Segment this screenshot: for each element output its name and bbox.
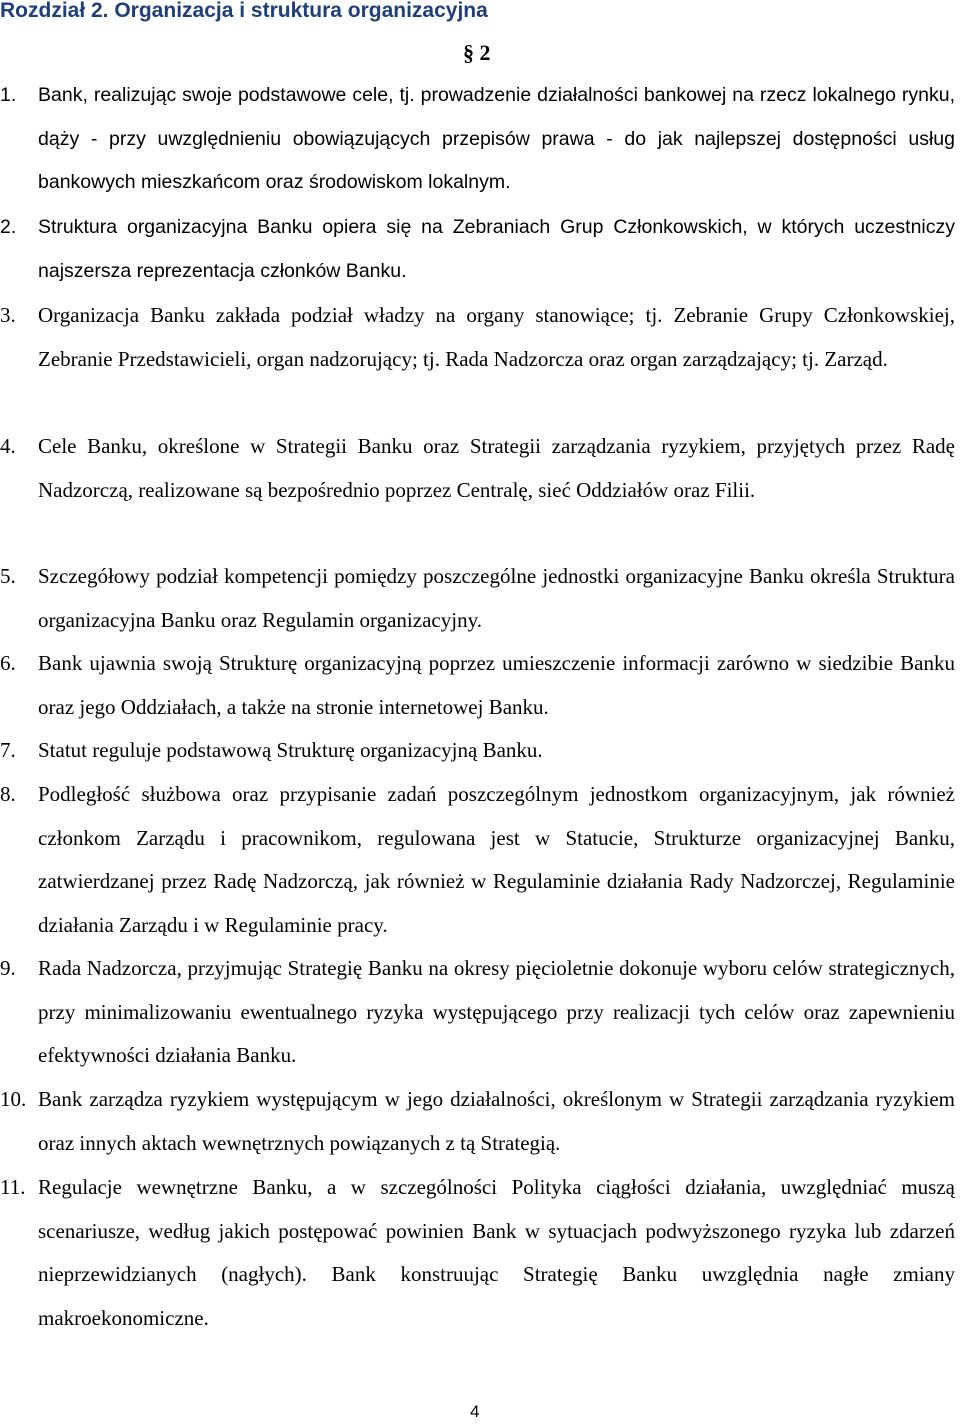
list-item — [0, 294, 955, 381]
item-number: 10. — [0, 1087, 27, 1111]
list-item — [0, 1078, 955, 1165]
list-item — [0, 773, 955, 947]
item-text: Bank, realizując swoje podstawowe cele, tj. prowadzenie działalności bankowej na rzecz lokalnego rynku, dąży - przy uwzględnieniu obowiązujących przepisów prawa - do jak najlepszej dostępności usług bankowych mieszkańcom oraz środowiskom lokalnym. — [38, 84, 955, 193]
item-number: 7. — [0, 738, 16, 762]
item-text: Podległość służbowa oraz przypisanie zadań poszczególnym jednostkom organizacyjnym, jak również członkom Zarządu i pracownikom, regulowana jest w Statucie, Strukturze organizacyjnej Banku, zatwierdzanej przez Radę Nadzorczą, jak również w Regulaminie działania Rady Nadzorczej, Regulaminie działania Zarządu i w Regulaminie pracy. — [38, 782, 955, 937]
item-text: Szczegółowy podział kompetencji pomiędzy poszczególne jednostki organizacyjne Banku określa Struktura organizacyjna Banku oraz Regulamin organizacyjny. — [38, 564, 955, 632]
item-number: 6. — [0, 651, 16, 675]
item-text: Statut reguluje podstawową Strukturę organizacyjną Banku. — [38, 738, 543, 762]
item-text: Rada Nadzorcza, przyjmując Strategię Banku na okresy pięcioletnie dokonuje wyboru celów strategicznych, przy minimalizowaniu ewentualnego ryzyka występującego przy realizacji tych celów oraz zapewnieniu efektywności działania Banku. — [38, 956, 955, 1067]
item-text: Struktura organizacyjna Banku opiera się na Zebraniach Grup Członkowskich, w których uczestniczy najszersza reprezentacja członków Banku. — [38, 216, 955, 282]
list-item — [0, 74, 955, 205]
list-item — [0, 642, 955, 729]
item-text: Organizacja Banku zakłada podział władzy na organy stanowiące; tj. Zebranie Grupy Członkowskiej, Zebranie Przedstawicieli, organ nadzorujący; tj. Rada Nadzorcza oraz organ zarządzający; tj. Zarząd. — [38, 303, 955, 371]
section-sign: § 2 — [463, 40, 491, 65]
item-number: 11. — [0, 1175, 26, 1199]
list-item — [0, 206, 955, 293]
list-item — [0, 1166, 955, 1340]
item-text: Bank ujawnia swoją Strukturę organizacyjną poprzez umieszczenie informacji zarówno w siedzibie Banku oraz jego Oddziałach, a także na stronie internetowej Banku. — [38, 651, 955, 719]
list-item — [0, 729, 955, 773]
item-number: 5. — [0, 564, 16, 588]
item-number: 9. — [0, 956, 16, 980]
item-text: Regulacje wewnętrzne Banku, a w szczególności Polityka ciągłości działania, uwzględniać muszą scenariusze, według jakich postępować powinien Bank w sytuacjach podwyższonego ryzyka lub zdarzeń nieprzewidzianych (nagłych). Bank konstruując Strategię Banku uwzględnia nagłe zmiany makroekonomiczne. — [38, 1175, 955, 1330]
chapter-heading: Rozdział 2. Organizacja i struktura organizacyjna — [0, 0, 488, 22]
item-number: 2. — [0, 216, 17, 238]
item-number: 8. — [0, 782, 16, 806]
list-item — [0, 425, 955, 512]
item-number: 4. — [0, 434, 16, 458]
item-number: 3. — [0, 303, 16, 327]
list-item — [0, 947, 955, 1078]
item-number: 1. — [0, 84, 17, 106]
item-text: Cele Banku, określone w Strategii Banku oraz Strategii zarządzania ryzykiem, przyjętych przez Radę Nadzorczą, realizowane są bezpośrednio poprzez Centralę, sieć Oddziałów oraz Filii. — [38, 434, 955, 502]
item-text: Bank zarządza ryzykiem występującym w jego działalności, określonym w Strategii zarządzania ryzykiem oraz innych aktach wewnętrznych powiązanych z tą Strategią. — [38, 1087, 955, 1155]
list-item — [0, 555, 955, 642]
page-number: 4 — [470, 1402, 480, 1421]
